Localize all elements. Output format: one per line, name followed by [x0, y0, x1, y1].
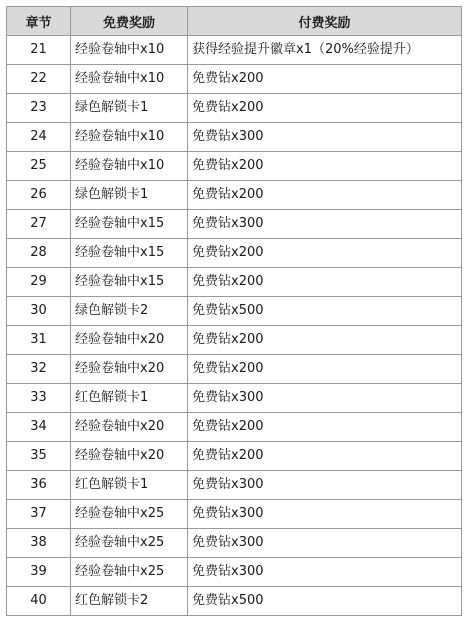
table-row: [7, 268, 462, 297]
chapter-cell: 29: [7, 268, 71, 297]
header-row: [7, 7, 462, 36]
table-row: [7, 239, 462, 268]
paid-reward-cell: 免费钻x500: [188, 587, 462, 616]
table-row: [7, 181, 462, 210]
header-paid-reward: 付费奖励: [188, 7, 462, 36]
rewards-table: [6, 6, 462, 616]
free-reward-cell: 经验卷轴中x15: [71, 210, 188, 239]
chapter-cell: 37: [7, 500, 71, 529]
paid-reward-cell: 免费钻x300: [188, 123, 462, 152]
chapter-cell: 30: [7, 297, 71, 326]
paid-reward-cell: 免费钻x200: [188, 65, 462, 94]
header-free-reward: 免费奖励: [71, 7, 188, 36]
chapter-cell: 36: [7, 471, 71, 500]
free-reward-cell: 经验卷轴中x25: [71, 529, 188, 558]
chapter-cell: 24: [7, 123, 71, 152]
paid-reward-cell: 免费钻x200: [188, 355, 462, 384]
table-row: [7, 384, 462, 413]
free-reward-cell: 红色解锁卡1: [71, 471, 188, 500]
paid-reward-cell: 免费钻x200: [188, 326, 462, 355]
rewards-table-container: [6, 6, 461, 616]
free-reward-cell: 红色解锁卡2: [71, 587, 188, 616]
chapter-cell: 40: [7, 587, 71, 616]
table-row: [7, 326, 462, 355]
table-row: [7, 36, 462, 65]
paid-reward-cell: 免费钻x300: [188, 210, 462, 239]
free-reward-cell: 绿色解锁卡1: [71, 94, 188, 123]
paid-reward-cell: 免费钻x300: [188, 529, 462, 558]
free-reward-cell: 经验卷轴中x10: [71, 65, 188, 94]
chapter-cell: 23: [7, 94, 71, 123]
paid-reward-cell: 免费钻x300: [188, 471, 462, 500]
table-row: [7, 355, 462, 384]
free-reward-cell: 绿色解锁卡1: [71, 181, 188, 210]
chapter-cell: 38: [7, 529, 71, 558]
table-body: [7, 36, 462, 616]
table-row: [7, 152, 462, 181]
chapter-cell: 39: [7, 558, 71, 587]
free-reward-cell: 经验卷轴中x20: [71, 413, 188, 442]
paid-reward-cell: 免费钻x200: [188, 239, 462, 268]
table-row: [7, 558, 462, 587]
paid-reward-cell: 免费钻x300: [188, 500, 462, 529]
free-reward-cell: 绿色解锁卡2: [71, 297, 188, 326]
table-row: [7, 65, 462, 94]
table-row: [7, 123, 462, 152]
free-reward-cell: 红色解锁卡1: [71, 384, 188, 413]
chapter-cell: 22: [7, 65, 71, 94]
paid-reward-cell: 获得经验提升徽章x1（20%经验提升）: [188, 36, 462, 65]
chapter-cell: 27: [7, 210, 71, 239]
paid-reward-cell: 免费钻x300: [188, 384, 462, 413]
paid-reward-cell: 免费钻x200: [188, 442, 462, 471]
free-reward-cell: 经验卷轴中x15: [71, 268, 188, 297]
chapter-cell: 35: [7, 442, 71, 471]
free-reward-cell: 经验卷轴中x10: [71, 36, 188, 65]
header-chapter: 章节: [7, 7, 71, 36]
free-reward-cell: 经验卷轴中x20: [71, 442, 188, 471]
chapter-cell: 33: [7, 384, 71, 413]
free-reward-cell: 经验卷轴中x15: [71, 239, 188, 268]
table-row: [7, 210, 462, 239]
paid-reward-cell: 免费钻x500: [188, 297, 462, 326]
paid-reward-cell: 免费钻x200: [188, 413, 462, 442]
chapter-cell: 34: [7, 413, 71, 442]
free-reward-cell: 经验卷轴中x20: [71, 355, 188, 384]
chapter-cell: 32: [7, 355, 71, 384]
table-row: [7, 442, 462, 471]
free-reward-cell: 经验卷轴中x25: [71, 500, 188, 529]
paid-reward-cell: 免费钻x200: [188, 152, 462, 181]
table-row: [7, 500, 462, 529]
table-row: [7, 413, 462, 442]
paid-reward-cell: 免费钻x200: [188, 181, 462, 210]
free-reward-cell: 经验卷轴中x25: [71, 558, 188, 587]
table-header: [7, 7, 462, 36]
chapter-cell: 31: [7, 326, 71, 355]
table-row: [7, 297, 462, 326]
chapter-cell: 21: [7, 36, 71, 65]
chapter-cell: 26: [7, 181, 71, 210]
table-row: [7, 587, 462, 616]
table-row: [7, 94, 462, 123]
free-reward-cell: 经验卷轴中x10: [71, 152, 188, 181]
free-reward-cell: 经验卷轴中x20: [71, 326, 188, 355]
table-row: [7, 471, 462, 500]
paid-reward-cell: 免费钻x200: [188, 268, 462, 297]
paid-reward-cell: 免费钻x300: [188, 558, 462, 587]
chapter-cell: 28: [7, 239, 71, 268]
paid-reward-cell: 免费钻x200: [188, 94, 462, 123]
chapter-cell: 25: [7, 152, 71, 181]
table-row: [7, 529, 462, 558]
free-reward-cell: 经验卷轴中x10: [71, 123, 188, 152]
